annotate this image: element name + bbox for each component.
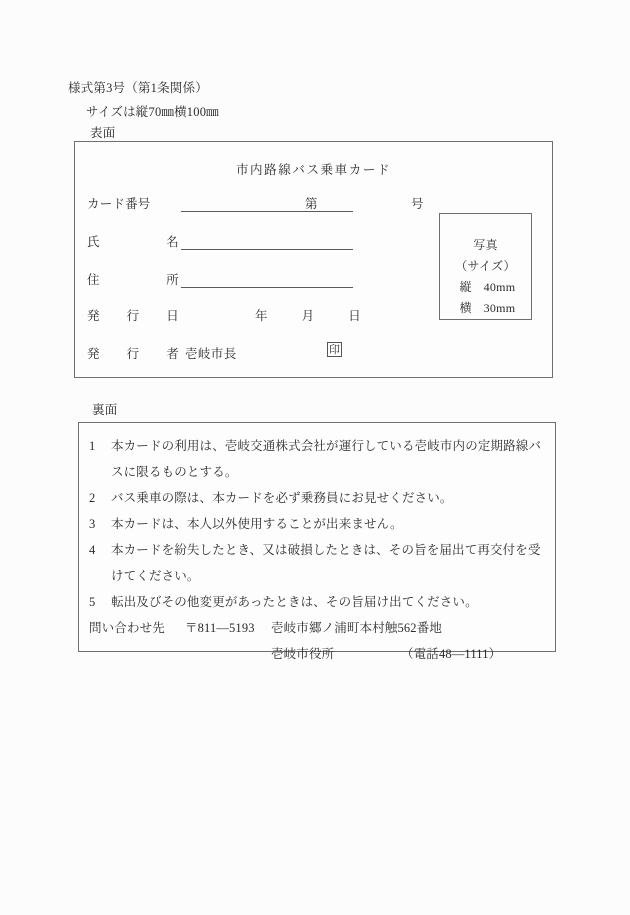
- rule-number: 4: [89, 543, 96, 557]
- rule-number: 3: [89, 517, 96, 531]
- issue-date-label-char-2: 行: [126, 309, 140, 323]
- contact-line-1: [89, 615, 543, 641]
- rule-text: 本カードの利用は、壱岐交通株式会社が運行している壱岐市内の定期路線バスに限るものとする。: [111, 439, 542, 479]
- photo-title: 写真: [473, 238, 498, 252]
- issuer-row: [75, 344, 552, 364]
- contact-line-2: [89, 641, 543, 667]
- address-label-char-2: 所: [166, 273, 179, 287]
- issue-date-field[interactable]: [255, 306, 361, 324]
- issue-date-label-char-1: 発: [87, 309, 100, 323]
- contact-label: 問い合わせ先: [89, 621, 165, 635]
- address-label-char-1: 住: [87, 273, 100, 287]
- rule-item: [89, 433, 543, 485]
- rule-text: 本カードは、本人以外使用することが出来ません。: [111, 517, 403, 531]
- rule-number: 5: [89, 595, 96, 609]
- issue-date-label-char-3: 日: [166, 309, 179, 323]
- issuer-label-char-1: 発: [87, 347, 100, 361]
- rule-number: 2: [89, 491, 96, 505]
- contact-spacer: [89, 641, 271, 667]
- rule-text: 転出及びその他変更があったときは、その旨届け出てください。: [111, 595, 478, 609]
- rule-number: 1: [89, 439, 96, 453]
- name-label-char-1: 氏: [87, 235, 100, 249]
- month-unit: 月: [301, 309, 315, 323]
- name-label: [87, 232, 179, 250]
- card-number-suffix: 号: [411, 197, 424, 211]
- card-size-note: サイズは縦70㎜横100㎜: [86, 105, 219, 119]
- card-title: 市内路線バス乗車カード: [235, 163, 392, 177]
- rule-item: [89, 537, 543, 589]
- address-label: [87, 270, 179, 288]
- photo-height-value: 40mm: [483, 280, 516, 294]
- photo-height-label: 縦: [459, 280, 472, 294]
- card-back-box: [78, 422, 556, 661]
- rule-item: [89, 485, 543, 511]
- name-field[interactable]: [181, 232, 353, 250]
- photo-size-subtitle: （サイズ）: [455, 259, 516, 273]
- back-side-label: 裏面: [92, 403, 118, 417]
- photo-width-row: [440, 298, 531, 319]
- issuer-label-char-3: 者: [166, 347, 179, 361]
- name-label-char-2: 名: [166, 235, 179, 249]
- issuer-label: [87, 344, 179, 362]
- card-front-box: [74, 141, 553, 378]
- contact-postal-code: 〒811—5193: [185, 621, 255, 635]
- card-number-prefix: 第: [305, 197, 318, 211]
- photo-width-value: 30mm: [483, 301, 516, 315]
- card-number-row: [75, 194, 552, 214]
- issuer-name: 壱岐市長: [185, 347, 237, 361]
- rule-item: [89, 511, 543, 537]
- rule-text: 本カードを紛失したとき、又は破損したときは、その旨を届出て再交付を受けてください。: [111, 543, 541, 583]
- seal-stamp-icon: 印: [329, 344, 340, 356]
- rule-text: バス乗車の際は、本カードを必ず乗務員にお見せください。: [111, 491, 453, 505]
- card-number-label-text: カード番号: [87, 197, 151, 211]
- issuer-label-char-2: 行: [126, 347, 140, 361]
- year-unit: 年: [255, 309, 268, 323]
- form-id-label: 様式第3号（第1条関係）: [68, 81, 208, 95]
- contact-office-name: 壱岐市役所: [271, 647, 335, 661]
- photo-width-label: 横: [459, 301, 472, 315]
- card-number-field[interactable]: [181, 194, 424, 212]
- card-number-label: [87, 194, 179, 212]
- photo-height-row: [440, 277, 531, 298]
- contact-address: 壱岐市郷ノ浦町本村触562番地: [271, 621, 443, 635]
- front-side-label: 表面: [90, 126, 116, 140]
- day-unit: 日: [348, 309, 361, 323]
- contact-phone: （電話48—1111）: [401, 647, 502, 661]
- address-field[interactable]: [181, 270, 353, 288]
- issue-date-label: [87, 306, 179, 324]
- photo-placeholder-box: [439, 213, 532, 320]
- rule-item: [89, 589, 543, 615]
